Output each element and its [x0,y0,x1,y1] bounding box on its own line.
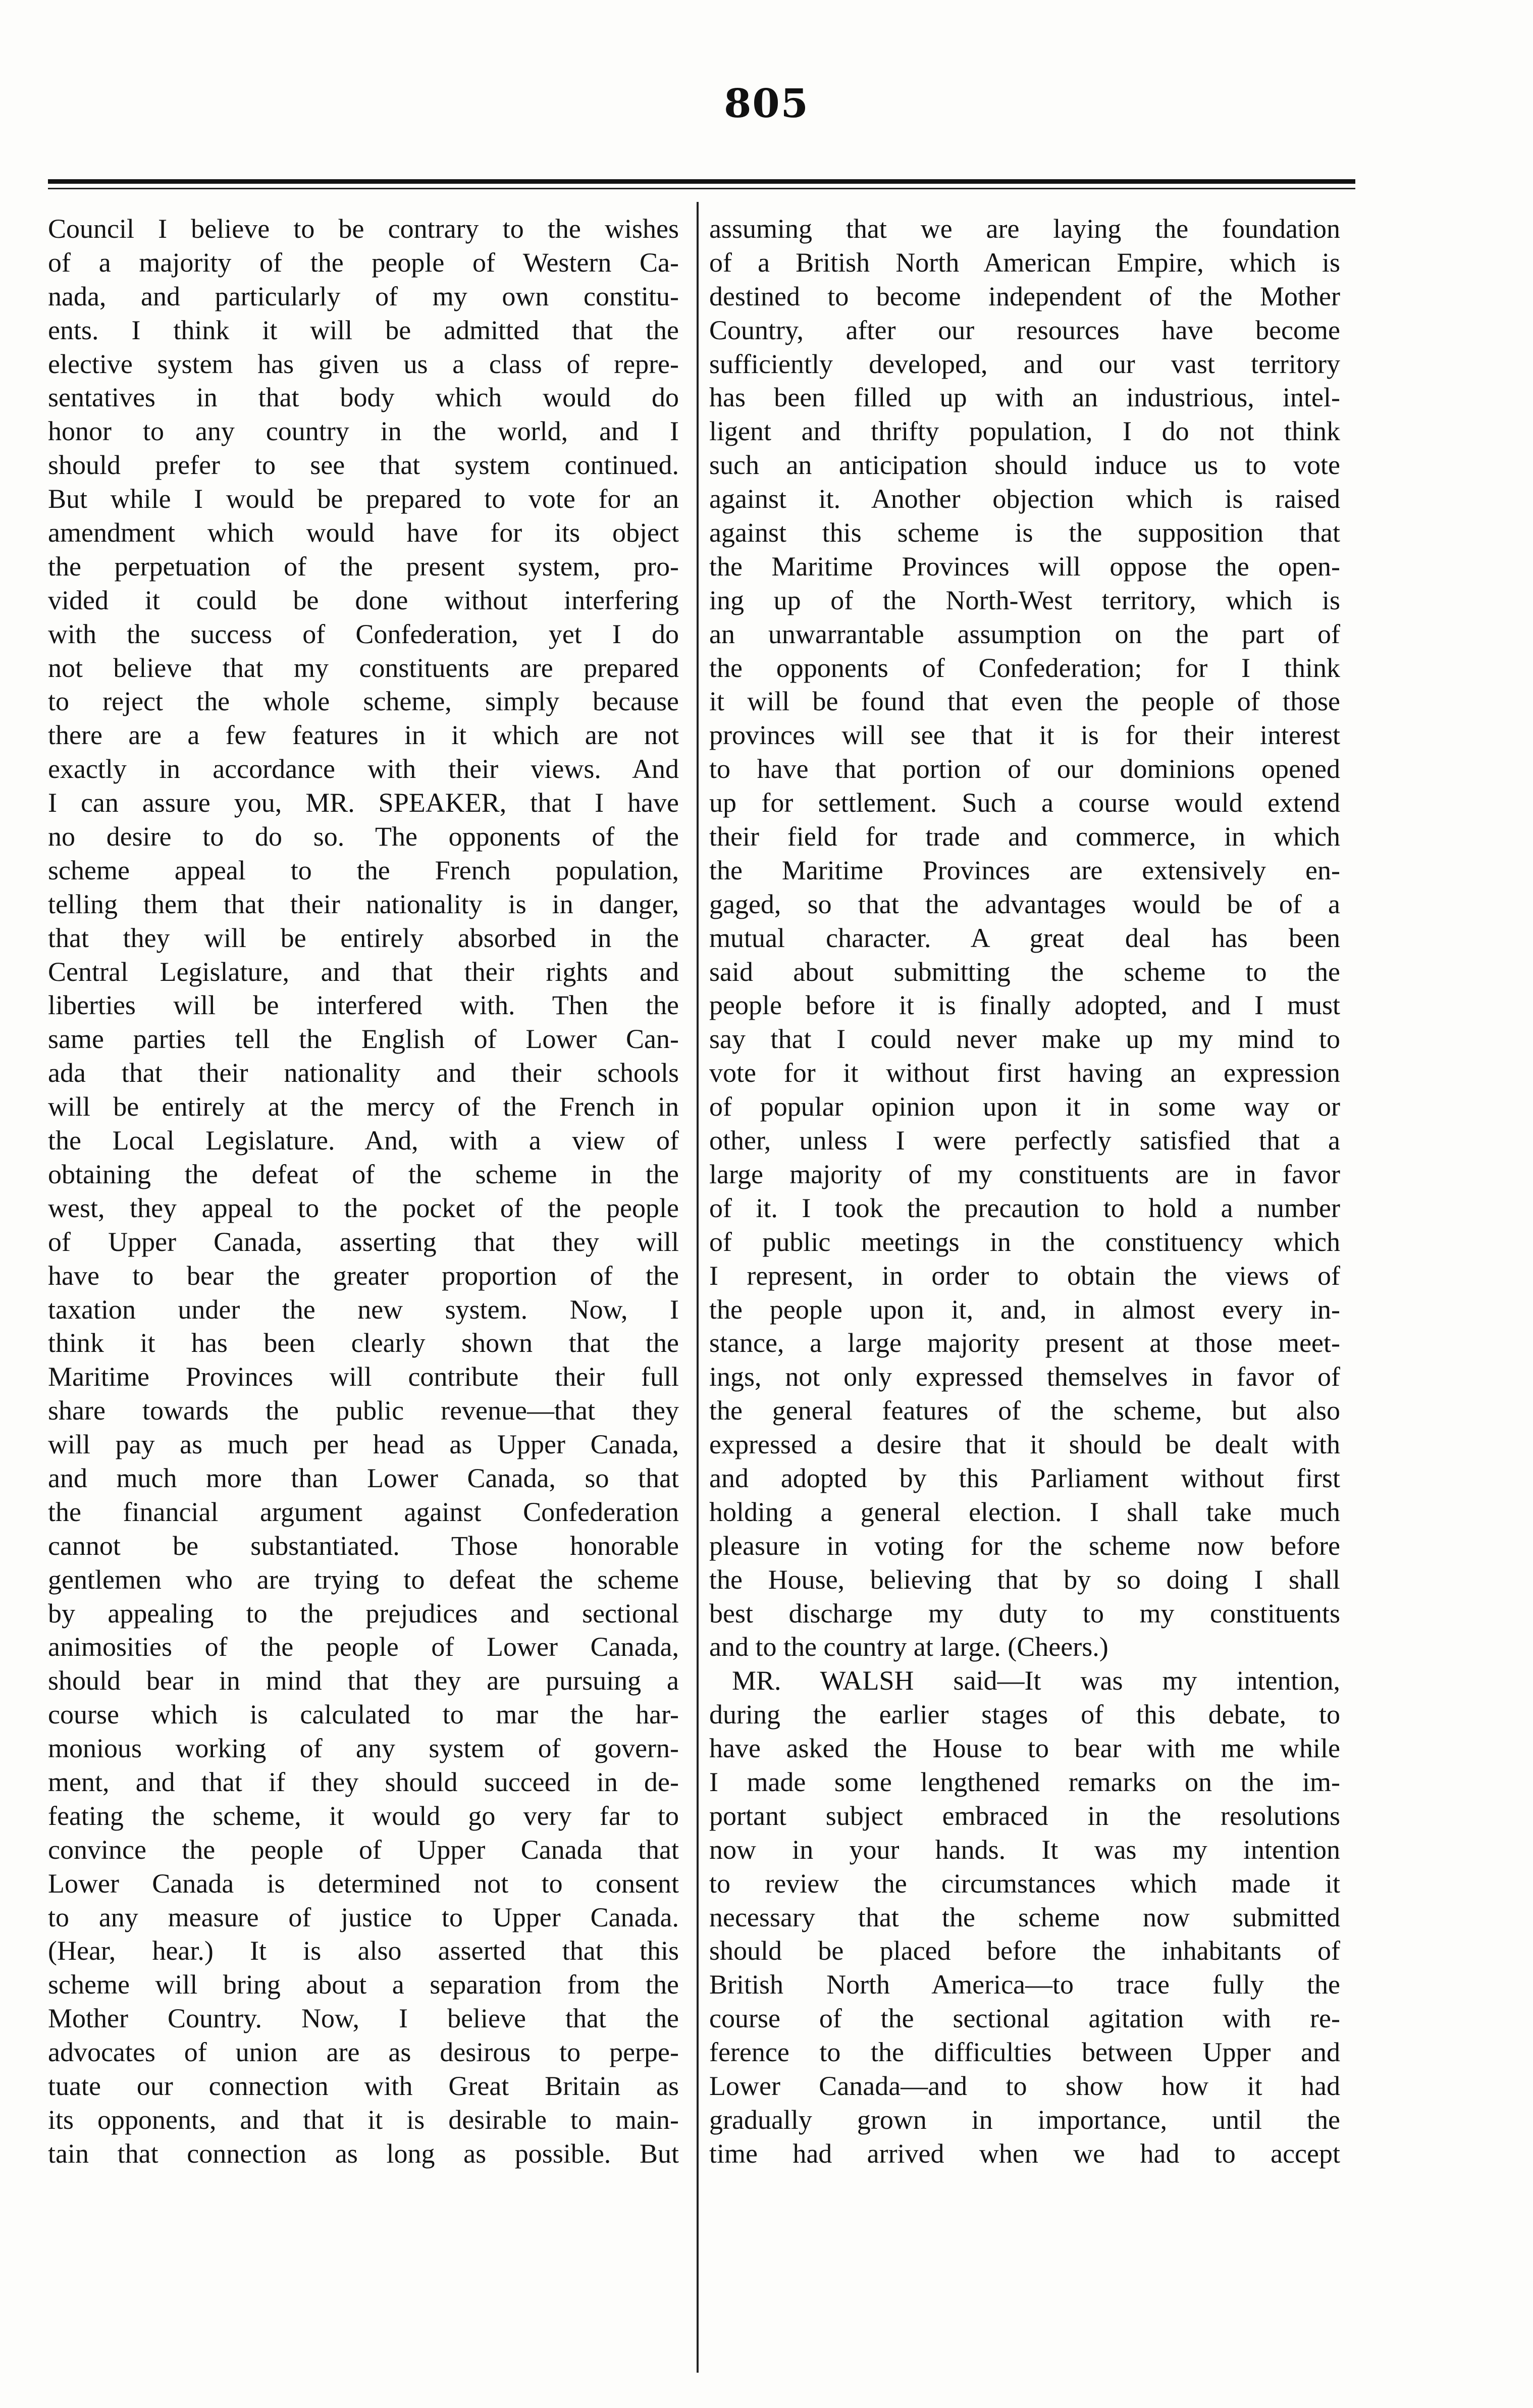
text-line: Central Legislature, and that their rights and [48,956,679,987]
text-line: an unwarrantable assumption on the part of [709,618,1340,649]
text-line: up for settlement. Such a course would extend [709,788,1340,818]
text-line: vided it could be done without interfering [48,585,679,615]
text-line: will pay as much per head as Upper Canada, [48,1429,679,1460]
left-column [48,212,679,2383]
text-line: say that I could never make up my mind to [709,1024,1340,1055]
text-line: the Maritime Provinces are extensively en- [709,855,1340,885]
text-line: pleasure in voting for the scheme now before [709,1530,1340,1561]
text-line: destined to become independent of the Mother [709,281,1340,311]
text-line: obtaining the defeat of the scheme in the [48,1159,679,1189]
text-line: mutual character. A great deal has been [709,922,1340,953]
text-line: Maritime Provinces will contribute their full [48,1362,679,1392]
text-line: the general features of the scheme, but also [709,1395,1340,1426]
text-line: telling them that their nationality is in danger, [48,888,679,919]
text-line: of it. I took the precaution to hold a number [709,1192,1340,1223]
text-line: the House, believing that by so doing I shall [709,1564,1340,1595]
text-line: should prefer to see that system continued. [48,450,679,481]
text-line: MR. WALSH said—It was my intention, [732,1665,1340,1696]
text-line: course of the sectional agitation with re- [709,2003,1340,2034]
text-line: by appealing to the prejudices and sectional [48,1598,679,1629]
text-line: west, they appeal to the pocket of the people [48,1192,679,1223]
text-line: ing up of the North-West territory, which is [709,585,1340,615]
text-line: necessary that the scheme now submitted [709,1902,1340,1932]
text-line: exactly in accordance with their views. And [48,754,679,784]
text-line: I represent, in order to obtain the views of [709,1260,1340,1291]
text-line: to any measure of justice to Upper Canada. [48,1902,679,1932]
text-line: should bear in mind that they are pursuing a [48,1665,679,1696]
text-line: Mother Country. Now, I believe that the [48,2003,679,2034]
text-line: advocates of union are as desirous to perpe- [48,2037,679,2068]
text-line: have to bear the greater proportion of the [48,1260,679,1291]
text-line: said about submitting the scheme to the [709,956,1340,987]
text-line: taxation under the new system. Now, I [48,1294,679,1325]
text-line: assuming that we are laying the foundation [709,214,1340,244]
text-line: against it. Another objection which is raised [709,484,1340,514]
text-line: not believe that my constituents are prepared [48,652,679,683]
text-line: should be placed before the inhabitants of [709,1935,1340,1966]
text-line: cannot be substantiated. Those honorable [48,1530,679,1561]
text-line: think it has been clearly shown that the [48,1328,679,1358]
text-line: I made some lengthened remarks on the im- [709,1766,1340,1797]
text-line: Country, after our resources have become [709,315,1340,345]
text-line: has been filled up with an industrious, intel- [709,382,1340,413]
text-line: such an anticipation should induce us to vote [709,450,1340,481]
text-line: ents. I think it will be admitted that the [48,315,679,345]
text-line: the opponents of Confederation; for I think [709,652,1340,683]
text-line: (Hear, hear.) It is also asserted that this [48,1935,679,1966]
text-line: animosities of the people of Lower Canada, [48,1632,679,1662]
text-line: But while I would be prepared to vote for an [48,484,679,514]
text-line: honor to any country in the world, and I [48,416,679,447]
text-line: will be entirely at the mercy of the French in [48,1091,679,1122]
text-line: tain that connection as long as possible. But [48,2138,679,2169]
text-line: Council I believe to be contrary to the wishes [48,214,679,244]
text-line: of a British North American Empire, which is [709,247,1340,278]
text-line: ment, and that if they should succeed in de- [48,1766,679,1797]
text-line: monious working of any system of govern- [48,1733,679,1764]
text-line: share towards the public revenue—that they [48,1395,679,1426]
text-line: against this scheme is the supposition that [709,517,1340,548]
text-line: time had arrived when we had to accept [709,2138,1340,2169]
text-line: gradually grown in importance, until the [709,2104,1340,2135]
text-line: it will be found that even the people of those [709,686,1340,717]
text-line: holding a general election. I shall take much [709,1496,1340,1527]
text-line: of popular opinion upon it in some way or [709,1091,1340,1122]
text-line: that they will be entirely absorbed in the [48,922,679,953]
column-divider [697,202,699,2373]
text-line: vote for it without first having an expression [709,1058,1340,1088]
text-line: the people upon it, and, in almost every in- [709,1294,1340,1325]
text-line: liberties will be interfered with. Then the [48,990,679,1021]
text-line: tuate our connection with Great Britain as [48,2070,679,2101]
header-rule-thin [48,188,1355,189]
text-line: expressed a desire that it should be dealt with [709,1429,1340,1460]
text-line: I can assure you, MR. SPEAKER, that I have [48,788,679,818]
text-line: scheme will bring about a separation from the [48,1969,679,2000]
text-line: the Local Legislature. And, with a view of [48,1125,679,1156]
text-line: gentlemen who are trying to defeat the scheme [48,1564,679,1595]
text-line: of a majority of the people of Western Ca- [48,247,679,278]
text-line: same parties tell the English of Lower Can- [48,1024,679,1055]
text-line: ings, not only expressed themselves in favor of [709,1362,1340,1392]
text-line: other, unless I were perfectly satisfied that a [709,1125,1340,1156]
text-line: British North America—to trace fully the [709,1969,1340,2000]
text-line: amendment which would have for its object [48,517,679,548]
text-line: large majority of my constituents are in favor [709,1159,1340,1189]
text-line: to review the circumstances which made it [709,1868,1340,1899]
text-line: scheme appeal to the French population, [48,855,679,885]
text-line: and to the country at large. (Cheers.) [709,1632,1108,1662]
page-number: 805 [724,81,809,127]
text-line: course which is calculated to mar the har- [48,1699,679,1730]
text-line: with the success of Confederation, yet I do [48,618,679,649]
text-line: of public meetings in the constituency which [709,1226,1340,1257]
text-line: ligent and thrifty population, I do not think [709,416,1340,447]
text-line: no desire to do so. The opponents of the [48,821,679,852]
text-line: of Upper Canada, asserting that they will [48,1226,679,1257]
header-rule-thick [48,179,1355,184]
text-line: nada, and particularly of my own constitu- [48,281,679,311]
text-line: and adopted by this Parliament without first [709,1462,1340,1493]
text-line: the perpetuation of the present system, pro- [48,551,679,582]
text-line: now in your hands. It was my intention [709,1834,1340,1865]
text-line: stance, a large majority present at those meet- [709,1328,1340,1358]
text-line: Lower Canada is determined not to consent [48,1868,679,1899]
text-line: to reject the whole scheme, simply because [48,686,679,717]
text-line: have asked the House to bear with me while [709,1733,1340,1764]
text-line: to have that portion of our dominions opened [709,754,1340,784]
text-line: their field for trade and commerce, in which [709,821,1340,852]
text-line: its opponents, and that it is desirable to main- [48,2104,679,2135]
text-line: sufficiently developed, and our vast territory [709,348,1340,379]
text-line: sentatives in that body which would do [48,382,679,413]
text-line: during the earlier stages of this debate, to [709,1699,1340,1730]
text-line: elective system has given us a class of repre- [48,348,679,379]
text-line: feating the scheme, it would go very far to [48,1800,679,1831]
text-line: portant subject embraced in the resolutions [709,1800,1340,1831]
text-line: best discharge my duty to my constituents [709,1598,1340,1629]
text-line: people before it is finally adopted, and I must [709,990,1340,1021]
text-line: ference to the difficulties between Upper and [709,2037,1340,2068]
text-line: gaged, so that the advantages would be of a [709,888,1340,919]
text-line: the financial argument against Confederation [48,1496,679,1527]
text-line: there are a few features in it which are not [48,720,679,751]
text-line: and much more than Lower Canada, so that [48,1462,679,1493]
text-line: convince the people of Upper Canada that [48,1834,679,1865]
text-line: the Maritime Provinces will oppose the open- [709,551,1340,582]
right-column [709,212,1340,2383]
text-line: provinces will see that it is for their interest [709,720,1340,751]
text-line: Lower Canada—and to show how it had [709,2070,1340,2101]
text-line: ada that their nationality and their schools [48,1058,679,1088]
